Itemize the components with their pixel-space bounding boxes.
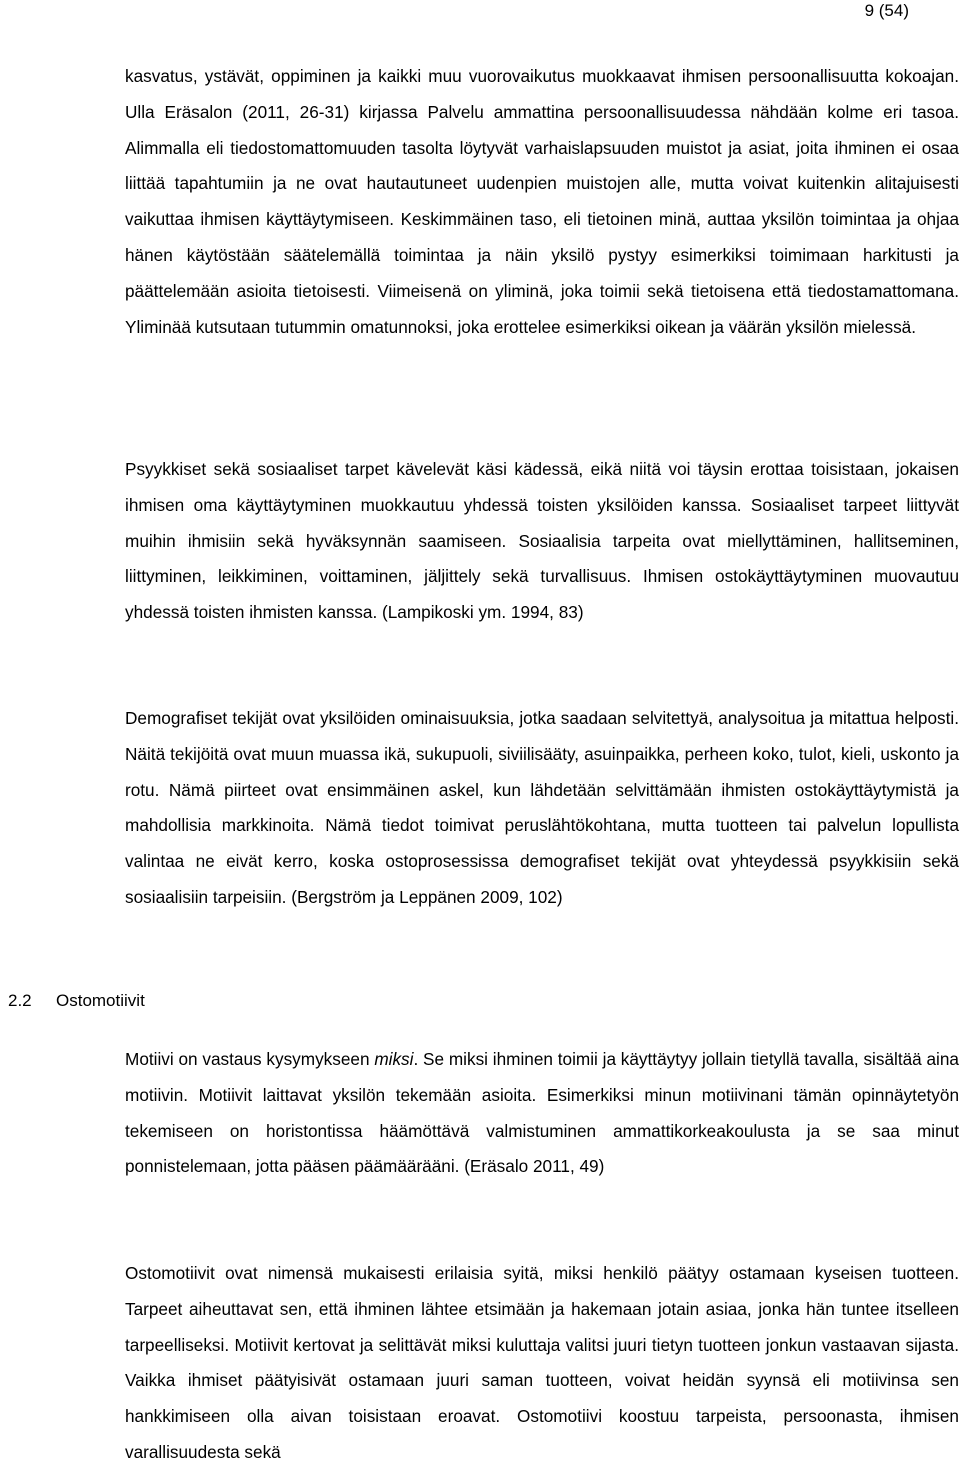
paragraph-purchase-motives: Ostomotiivit ovat nimensä mukaisesti erilaisia syitä, miksi henkilö päätyy ostamaan kyseisen tuotteen. Tarpeet aiheuttavat sen, että ihminen lähtee etsimään ja hakemaan jotain asiaa, jonka hän tuntee itselleen tarpeelliseksi. Motiivit kertovat ja selittävät miksi kuluttaja valitsi juuri tietyn tuotteen jonkun vastaavan sijasta. Vaikka ihmiset päätyisivät ostamaan juuri saman tuotteen, voivat heidän syynsä eli motiivinsa sen hankkimiseen olla aivan toisistaan eroavat. Ostomotiivi koostuu tarpeista, persoonasta, ihmisen varallisuudesta sekä (125, 1263, 959, 1462)
motive-text-end: . Se miksi ihminen toimii ja käyttäytyy jollain tietyllä tavalla, sisältää aina motiivin. Motiivit laittavat yksilön tekemään asioita. Esimerkiksi minun motiivinani tämän opinnäytetyön tekemiseen on horistontissa häämöttävä valmistuminen ammattikorkeakoulusta ja se saa minut ponnistelemaan, jotta pääsen päämäärääni. (Eräsalo 2011, 49) (125, 1049, 959, 1177)
paragraph-demographics: Demografiset tekijät ovat yksilöiden ominaisuuksia, jotka saadaan selvitettyä, analysoitua ja mitattua helposti. Näitä tekijöitä ovat muun muassa ikä, sukupuoli, siviilisääty, asuinpaikka, perheen koko, tulot, kieli, uskonto ja rotu. Nämä piirteet ovat ensimmäinen askel, kun lähdetään selvittämään ihmisten ostokäyttäytymistä ja mahdollisia markkinoita. Nämä tiedot toimivat peruslähtökohtana, mutta tuotteen tai palvelun lopullista valintaa ne eivät kerro, koska ostoprosessissa demografiset tekijät ovat yhteydessä psyykkisiin sekä sosiaalisiin tarpeisiin. (Bergström ja Leppänen 2009, 102) (125, 708, 959, 907)
section-title: Ostomotiivit (56, 991, 145, 1010)
paragraph-motive-definition (125, 1042, 959, 1185)
section-number: 2.2 (8, 991, 32, 1010)
page-number: 9 (54) (864, 1, 909, 20)
motive-text-start: Motiivi on vastaus kysymykseen (125, 1049, 375, 1069)
motive-emphasis: miksi (374, 1049, 414, 1069)
paragraph-social-needs: Psyykkiset sekä sosiaaliset tarpet kävelevät käsi kädessä, eikä niitä voi täysin erottaa toisistaan, jokaisen ihmisen oma käyttäytyminen muokkautuu yhdessä toisten yksilöiden kanssa. Sosiaaliset tarpeet liittyvät muihin ihmisiin sekä hyväksynnän saamiseen. Sosiaalisia tarpeita ovat miellyttäminen, hallitseminen, liittyminen, leikkiminen, voittaminen, jäljittely sekä turvallisuus. Ihmisen ostokäyttäytyminen muovautuu yhdessä toisten ihmisten kanssa. (Lampikoski ym. 1994, 83) (125, 459, 959, 623)
paragraph-personality-levels: kasvatus, ystävät, oppiminen ja kaikki muu vuorovaikutus muokkaavat ihmisen persoonallisuutta kokoajan. Ulla Eräsalon (2011, 26-31) kirjassa Palvelu ammattina persoonallisuudessa nähdään kolme eri tasoa. Alimmalla eli tiedostomattomuuden tasolta löytyvät varhaislapsuuden muistot ja asiat, joita ihminen ei osaa liittää tapahtumiin ja ne ovat hautautuneet uudenpien muistojen alle, mutta voivat kuitenkin alitajuisesti vaikuttaa ihmisen käyttäytymiseen. Keskimmäinen taso, eli tietoinen minä, auttaa yksilön toimintaa ja ohjaa hänen käytöstään säätelemällä toimintaa ja näin yksilö pystyy esimerkiksi toimimaan harkitusti ja päättelemään asioita tietoisesti. Viimeisenä on yliminä, joka toimii sekä tietoisena että tiedostamattomana. Yliminää kutsutaan tutummin omatunnoksi, joka erottelee esimerkiksi oikean ja väärän yksilön mielessä. (125, 66, 959, 337)
section-heading (8, 990, 145, 1012)
